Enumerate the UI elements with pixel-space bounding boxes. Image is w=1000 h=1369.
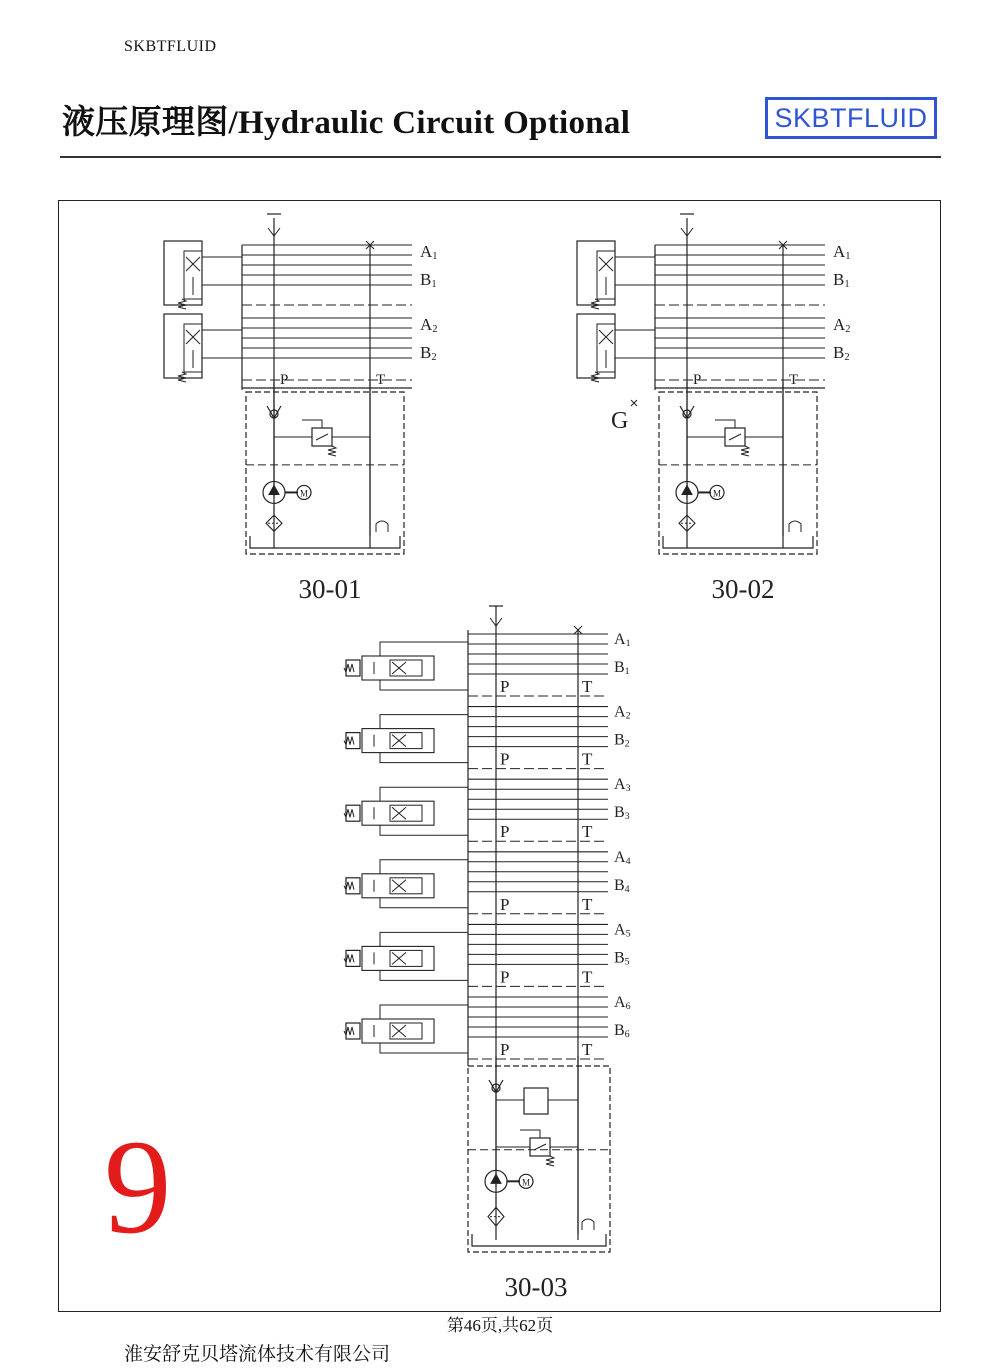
diagram-caption: 30-01 (298, 574, 362, 604)
valve-spring (591, 372, 599, 382)
pressure-port-label: P (500, 749, 510, 769)
schematic-30-02 (577, 214, 851, 604)
valve-cross-arrow (392, 807, 406, 819)
brand-logo-text: SKBTFLUID (774, 102, 928, 133)
pump-arrow (269, 485, 279, 494)
pump-arrow (491, 1174, 501, 1183)
port-label: B3 (614, 804, 630, 823)
relief-valve-arrow (534, 1144, 546, 1150)
valve-cross-arrow (392, 735, 406, 747)
port-label: A1 (833, 242, 851, 262)
port-label: A3 (614, 776, 631, 795)
company-name: 淮安舒克贝塔流体技术有限公司 (124, 1344, 391, 1365)
tank-port-label: T (582, 749, 593, 769)
valve-feed (434, 1005, 468, 1053)
reservoir-outline (246, 392, 404, 554)
pressure-port-label: P (280, 372, 289, 388)
port-label: B1 (833, 270, 850, 290)
tank-port-label: T (582, 677, 593, 696)
breather-symbol (582, 1219, 594, 1230)
relief-valve-arrow (316, 434, 328, 440)
motor-label: M (300, 488, 309, 499)
valve-spring (741, 446, 749, 456)
pump-arrow (682, 485, 692, 494)
port-label: B4 (614, 876, 630, 895)
pressure-port-label: P (500, 677, 510, 696)
valve-spring (591, 299, 599, 309)
valve-cross-arrow (392, 952, 406, 964)
schematic-30-01 (164, 214, 438, 604)
pressure-port-label: P (500, 1040, 510, 1059)
port-label: B5 (614, 949, 630, 968)
valve-feed (202, 257, 242, 285)
gauge-mark (631, 400, 637, 406)
relief-valve-arrow (729, 434, 741, 440)
valve-feed (434, 787, 468, 835)
relief-pilot-line (715, 420, 735, 428)
reservoir-unit (659, 382, 817, 554)
reservoir-outline (468, 1066, 610, 1252)
relief-pilot-line (302, 420, 322, 428)
valve-feed (202, 330, 242, 358)
valve-feed (380, 1005, 434, 1053)
valve-cross-arrow (599, 330, 613, 344)
tank-port-label: T (582, 1040, 593, 1059)
valve-feed (434, 642, 468, 690)
valve-feed (434, 860, 468, 908)
port-label: B2 (833, 343, 850, 363)
tank-port-label: T (582, 822, 593, 842)
valve-feed (380, 642, 434, 690)
valve-feed (434, 715, 468, 763)
valve-cross-arrow (392, 880, 406, 892)
valve-feed (380, 715, 434, 763)
port-label: B6 (614, 1022, 630, 1040)
port-label: A2 (614, 703, 631, 722)
valve-cross-arrow (186, 257, 200, 271)
relief-pilot-line (520, 1130, 540, 1138)
tank-port-label: T (789, 372, 799, 388)
pressure-port-label: P (500, 822, 510, 842)
port-label: A5 (614, 921, 631, 940)
valve-cross-arrow (186, 330, 200, 344)
section-number: 9 (104, 1113, 172, 1262)
valve-cross-arrow (392, 662, 406, 674)
breather-symbol (376, 521, 388, 532)
breather-symbol (789, 521, 801, 532)
port-label: A4 (614, 848, 631, 867)
tank-base (472, 1234, 606, 1246)
valve-cross-arrow (599, 257, 613, 271)
reservoir-unit (468, 1056, 610, 1252)
valve-spring (328, 446, 336, 456)
port-label: B1 (420, 270, 437, 290)
port-label: B1 (614, 659, 630, 677)
pressure-switch-box (524, 1088, 548, 1114)
valve-cross-arrow (392, 1025, 406, 1037)
diagram-caption: 30-03 (504, 1272, 568, 1302)
port-label: A2 (833, 315, 851, 335)
valve-feed (380, 860, 434, 908)
pressure-port-label: P (500, 894, 510, 914)
valve-feed (434, 932, 468, 980)
port-label: A1 (614, 631, 631, 649)
reservoir-outline (659, 392, 817, 554)
motor-label: M (522, 1177, 531, 1188)
port-label: A1 (420, 242, 438, 262)
gauge-port-label: G (611, 408, 629, 434)
valve-feed (380, 932, 434, 980)
valve-spring (546, 1156, 554, 1166)
schematic-30-03 (344, 606, 631, 1302)
valve-feed (615, 330, 655, 358)
tank-port-label: T (376, 372, 386, 388)
port-label: B2 (420, 343, 437, 363)
port-label: A6 (614, 994, 631, 1012)
tank-port-label: T (582, 894, 593, 914)
page-title: 液压原理图/Hydraulic Circuit Optional (62, 105, 631, 141)
valve-feed (615, 257, 655, 285)
tank-base (663, 536, 813, 548)
tank-base (250, 536, 400, 548)
port-label: B2 (614, 731, 630, 750)
pressure-port-label: P (693, 372, 702, 388)
valve-spring (178, 299, 186, 309)
diagram-caption: 30-02 (711, 574, 775, 604)
brand-name-small: SKBTFLUID (124, 38, 217, 55)
page-number: 第46页,共62页 (446, 1316, 554, 1335)
port-label: A2 (420, 315, 438, 335)
valve-spring (178, 372, 186, 382)
pressure-port-label: P (500, 967, 510, 987)
motor-label: M (713, 488, 722, 499)
valve-feed (380, 787, 434, 835)
tank-port-label: T (582, 967, 593, 987)
reservoir-unit (246, 382, 404, 554)
